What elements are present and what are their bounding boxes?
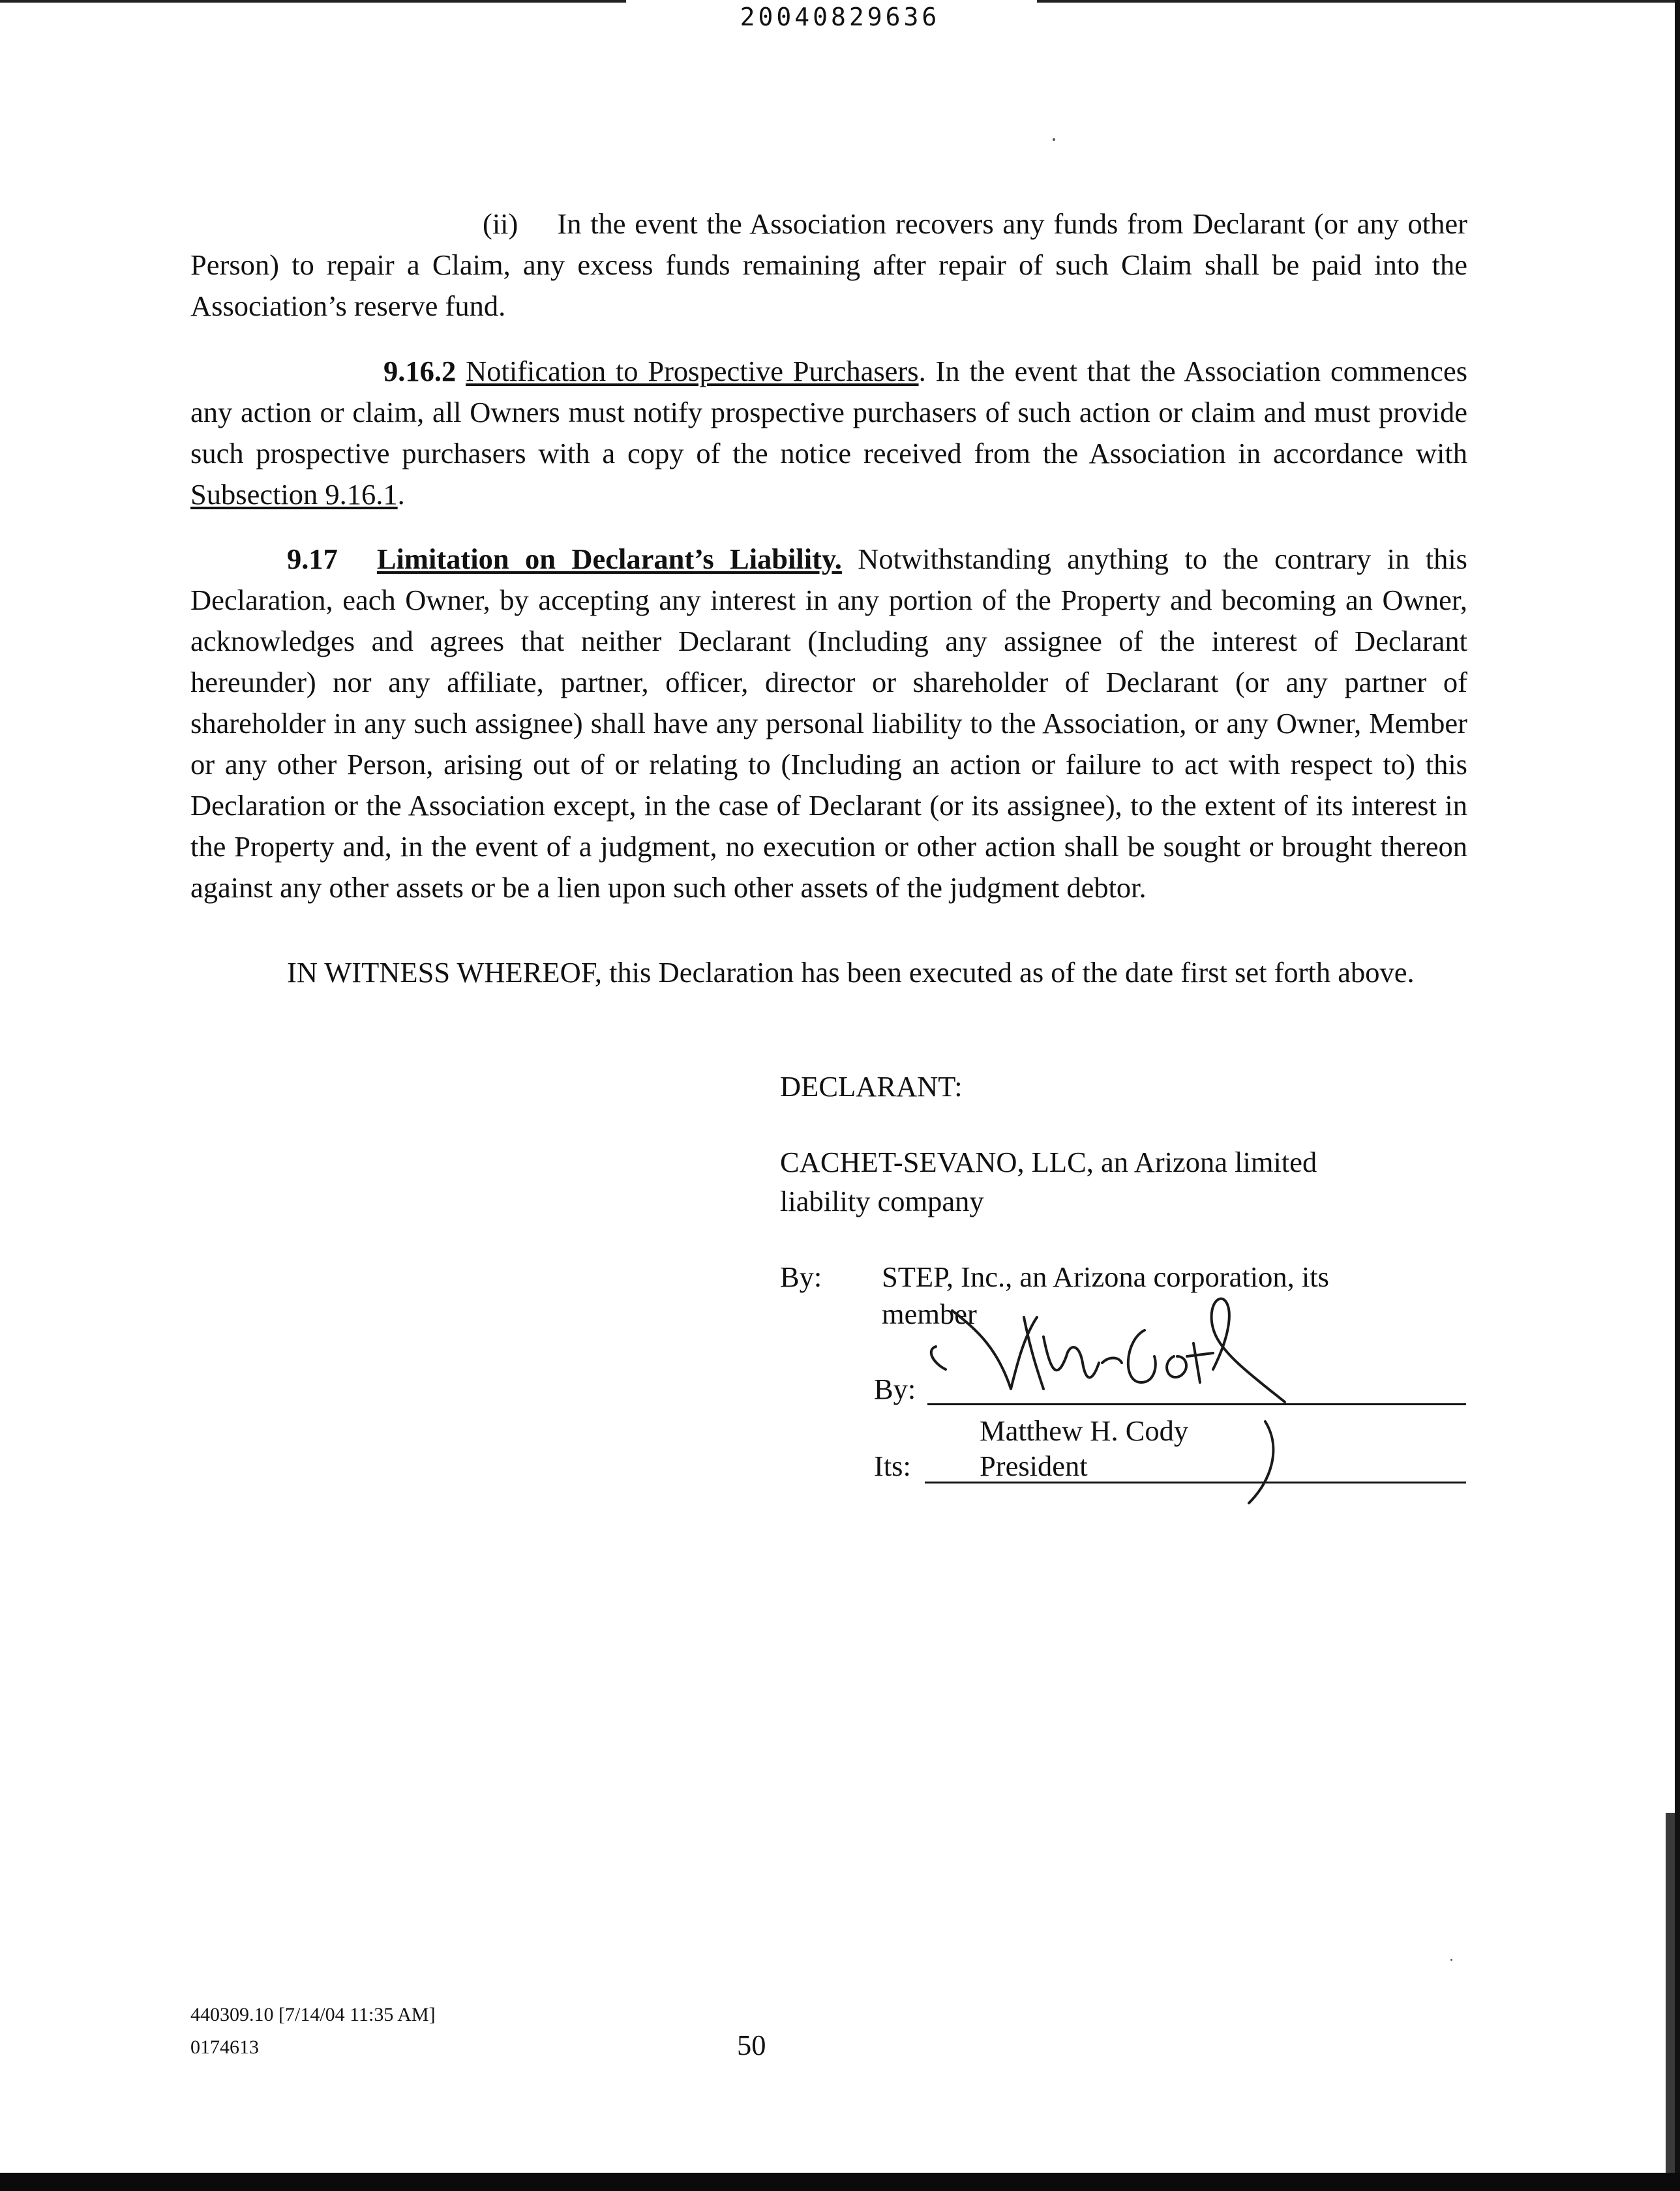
scan-border-right-shadow xyxy=(1666,1813,1675,2173)
by-label: By: xyxy=(780,1260,822,1293)
document-number: 20040829636 xyxy=(740,3,940,31)
section-number: 9.17 xyxy=(287,543,338,575)
signer-by-label: By: xyxy=(874,1373,916,1405)
witness-text: IN WITNESS WHEREOF, this Declaration has been executed as of the date first set forth above. xyxy=(287,956,1415,989)
footer-client-code: 0174613 xyxy=(190,2036,259,2058)
section-heading: Limitation on Declarant’s Liability. xyxy=(376,543,842,575)
section-heading: Notification to Prospective Purchasers xyxy=(466,355,919,387)
footer-document-id: 440309.10 [7/14/04 11:35 AM] xyxy=(190,2004,436,2025)
member-line1: STEP, Inc., an Arizona corporation, its xyxy=(882,1260,1329,1293)
company-name-line1: CACHET-SEVANO, LLC, an Arizona limited xyxy=(780,1146,1317,1178)
company-name-line2: liability company xyxy=(780,1185,984,1217)
witness-clause xyxy=(190,952,1467,993)
signer-name: Matthew H. Cody xyxy=(980,1414,1189,1447)
subsection-reference: Subsection 9.16.1 xyxy=(190,478,398,511)
paragraph-ii xyxy=(190,203,1467,327)
scan-border-bottom xyxy=(0,2173,1680,2191)
scan-border-right xyxy=(1675,0,1680,2191)
section-9-17 xyxy=(190,539,1467,908)
handwritten-signature xyxy=(926,1291,1317,1506)
scan-speck xyxy=(1053,138,1055,141)
page-number: 50 xyxy=(737,2029,766,2061)
paragraph-marker: (ii) xyxy=(483,207,518,240)
its-label: Its: xyxy=(874,1450,911,1482)
section-9-16-2 xyxy=(190,351,1467,515)
section-text-end: . xyxy=(397,478,405,511)
member-line2: member xyxy=(882,1298,977,1330)
scan-speck xyxy=(1450,1959,1452,1961)
section-number: 9.16.2 xyxy=(383,355,457,387)
paragraph-text: In the event the Association recovers any funds from Declarant (or any other Person) to repair a Claim, any excess funds remaining after repair of such Claim shall be paid into the Association’s reserve fund. xyxy=(190,207,1467,322)
signer-title: President xyxy=(980,1450,1088,1482)
declarant-label: DECLARANT: xyxy=(780,1070,963,1103)
section-text: Notwithstanding anything to the contrary in this Declaration, each Owner, by accepting any interest in any portion of the Property and becoming an Owner, acknowledges and agrees that neither Declarant (Including any assignee of the interest of Declarant hereunder) nor any affiliate, partner, officer, director or shareholder of Declarant (or any partner of shareholder in any such assignee) shall have any personal liability to the Association, or any Owner, Member or any other Person, arising out of or relating to (Including an action or failure to act with respect to) this Declaration or the Association except, in the case of Declarant (or its assignee), to the extent of its interest in the Property and, in the event of a judgment, no execution or other action shall be sought or brought thereon against any other assets or be a lien upon such other assets of the judgment debtor. xyxy=(190,543,1467,904)
section-text: . In the event that the Association commences any action or claim, all Owners must notify prospective purchasers of such action or claim and must provide such prospective purchasers with a copy of the notice received from the Association in accordance with xyxy=(190,355,1468,470)
